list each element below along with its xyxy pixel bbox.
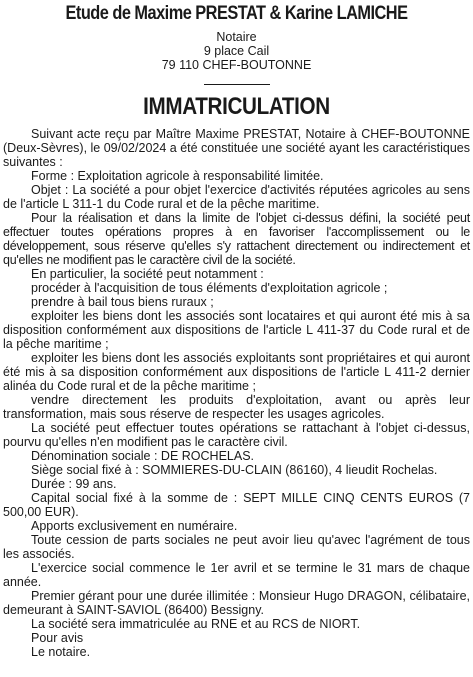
paragraph-form: Forme : Exploitation agricole à responsabilité limitée. [31, 169, 324, 183]
paragraph-exploit-tenants: exploiter les biens dont les associés sont locataires et qui auront été mis à sa disposition conformément aux dispositions de l'article L 411-37 du Code rural et de la pêche maritime ; [3, 309, 470, 351]
paragraph-registration: La société sera immatriculée au RNE et au RCS de NIORT. [31, 617, 361, 631]
paragraph-in-particular: En particulier, la société peut notamment : [31, 267, 264, 281]
paragraph-acquisition: procéder à l'acquisition de tous éléments d'exploitation agricole ; [31, 281, 388, 295]
notice-title: IMMATRICULATION [143, 93, 330, 120]
notary-role: Notaire [216, 30, 257, 44]
paragraph-capital: Capital social fixé à la somme de : SEPT MILLE CINQ CENTS EUROS (7 500,00 EUR). [3, 491, 470, 519]
paragraph-share-transfer: Toute cession de parts sociales ne peut avoir lieu qu'avec l'agrément de tous les associés. [3, 533, 470, 561]
paragraph-company-name: Dénomination sociale : DE ROCHELAS. [31, 449, 255, 463]
notary-street: 9 place Cail [203, 44, 270, 58]
paragraph-first-manager: Premier gérant pour une durée illimitée : Monsieur Hugo DRAGON, célibataire, demeurant à SAINT-SAVIOL (86400) Bessigny. [3, 589, 470, 617]
paragraph-intro: Suivant acte reçu par Maître Maxime PRESTAT, Notaire à CHEF-BOUTONNE (Deux-Sèvres), le 09/02/2024 a été constituée une société ayant les caractéristiques suivantes : [3, 127, 470, 169]
paragraph-fiscal-year: L'exercice social commence le 1er avril et se termine le 31 mars de chaque année. [3, 561, 470, 589]
header-divider [204, 84, 270, 85]
paragraph-duration: Durée : 99 ans. [31, 477, 117, 491]
paragraph-signature: Le notaire. [31, 645, 91, 659]
notary-city: 79 110 CHEF-BOUTONNE [161, 58, 312, 72]
notary-office-name: Etude de Maxime PRESTAT & Karine LAMICHE [65, 3, 408, 24]
notice-body [3, 127, 470, 659]
paragraph-object: Objet : La société a pour objet l'exercice d'activités réputées agricoles au sens de l'article L 311-1 du Code rural et de la pêche maritime. [3, 183, 470, 211]
paragraph-sell-products: vendre directement les produits d'exploitation, avant ou après leur transformation, mais sous réserve de respecter les usages agricoles. [3, 393, 470, 421]
paragraph-registered-office: Siège social fixé à : SOMMIERES-DU-CLAIN (86160), 4 lieudit Rochelas. [31, 463, 438, 477]
paragraph-lease: prendre à bail tous biens ruraux ; [31, 295, 214, 309]
paragraph-civil-character: La société peut effectuer toutes opérations se rattachant à l'objet ci-dessus, pourvu qu'elles n'en modifient pas le caractère civil. [3, 421, 470, 449]
paragraph-operations: Pour la réalisation et dans la limite de l'objet ci-dessus défini, la société peut effectuer toutes opérations propres à en favoriser l'accomplissement ou le développement, sous réserve qu'elles s'y rattachent directement ou indirectement et qu'elles ne modifient pas le caractère civil de la société. [3, 211, 470, 267]
paragraph-contributions: Apports exclusivement en numéraire. [31, 519, 238, 533]
paragraph-for-notice: Pour avis [31, 631, 84, 645]
paragraph-exploit-owners: exploiter les biens dont les associés exploitants sont propriétaires et qui auront été mis à sa disposition conformément aux dispositions de l'article L 411-2 dernier alinéa du Code rural et de la pêche maritime ; [3, 351, 470, 393]
